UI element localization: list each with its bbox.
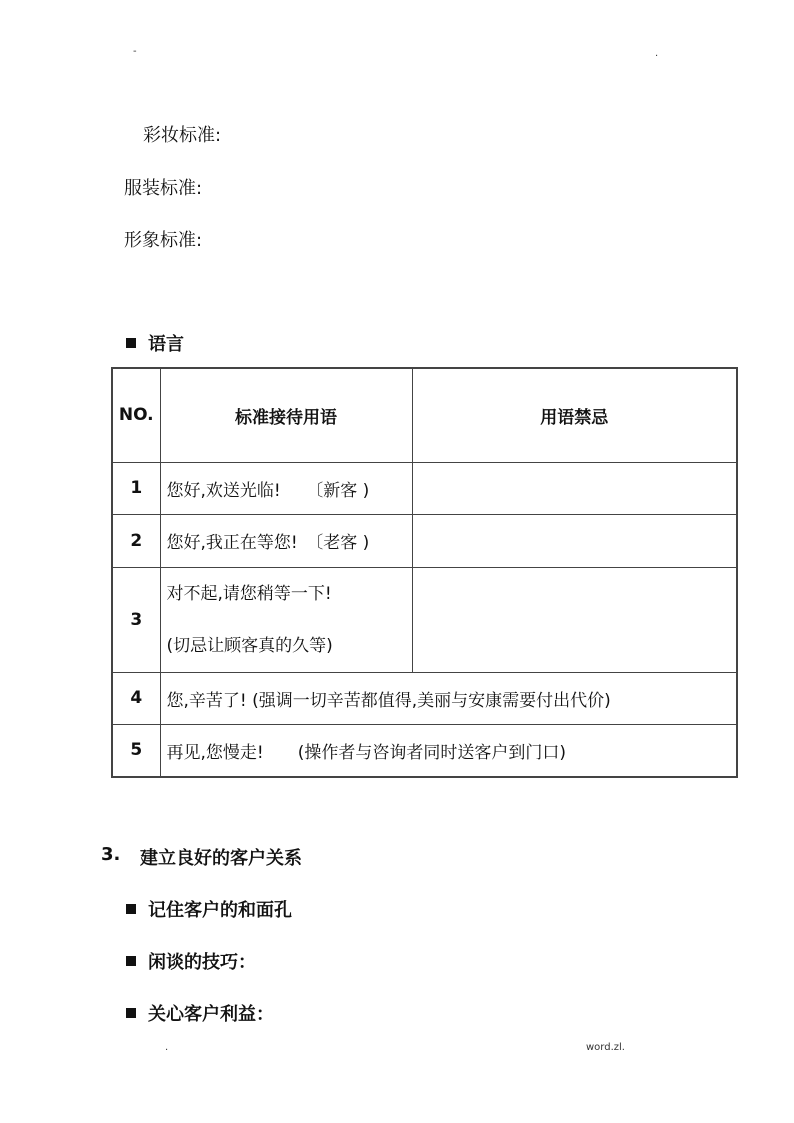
header-no-label: NO. (118, 405, 154, 426)
header-no-cell (112, 368, 160, 462)
header-left-mark: - (133, 46, 137, 57)
row-forbidden-cell (412, 462, 737, 514)
language-section-heading (126, 330, 184, 356)
section3-number: 3. (101, 844, 121, 865)
header-standard-label: 标准接待用语 (235, 407, 337, 428)
section3-bullet (126, 948, 256, 974)
clothing-standard-label: 服装标准: (124, 178, 203, 199)
footer-right-text: word.zl. (586, 1042, 625, 1053)
bullet-square-icon (126, 956, 136, 966)
table-header-row (112, 368, 737, 462)
table-row (112, 514, 737, 567)
row-standard-cell: 您好,我正在等您! 〔老客 ) (160, 514, 412, 567)
language-table (111, 367, 738, 778)
bullet-square-icon (126, 338, 136, 348)
table-row (112, 724, 737, 777)
header-forbidden-cell (412, 368, 737, 462)
section3-bullet (126, 1000, 274, 1026)
table-row (112, 567, 737, 672)
footer-left-mark: . (165, 1042, 169, 1053)
image-standard-label: 形象标准: (124, 230, 203, 251)
bullet-square-icon (126, 1008, 136, 1018)
bullet-text: 闲谈的技巧： (148, 952, 256, 973)
bullet-text: 记住客户的和面孔 (148, 900, 292, 921)
section3-title: 建立良好的客户关系 (140, 848, 302, 869)
header-right-mark: . (655, 48, 659, 59)
row-forbidden-cell (412, 567, 737, 672)
table-row (112, 672, 737, 724)
section3-bullet (126, 896, 292, 922)
row-no-cell: 5 (112, 724, 160, 777)
bullet-square-icon (126, 904, 136, 914)
row-no-cell: 4 (112, 672, 160, 724)
header-forbidden-label: 用语禁忌 (540, 407, 609, 428)
language-section-title: 语言 (148, 334, 184, 355)
row-standard-cell: 您好,欢送光临! 〔新客 ) (160, 462, 412, 514)
row-no-cell: 1 (112, 462, 160, 514)
row-no-cell: 2 (112, 514, 160, 567)
row-standard-line1: 对不起,请您稍等一下! (166, 583, 332, 604)
makeup-standard-label: 彩妆标准: (143, 125, 222, 146)
row-merged-cell: 再见,您慢走! (操作者与咨询者同时送客户到门口) (160, 724, 737, 777)
bullet-text: 关心客户利益： (148, 1004, 274, 1025)
row-merged-cell: 您,辛苦了! (强调一切辛苦都值得,美丽与安康需要付出代价) (160, 672, 737, 724)
header-standard-cell (160, 368, 412, 462)
row-forbidden-cell (412, 514, 737, 567)
row-no-cell: 3 (112, 567, 160, 672)
row-standard-line2: (切忌让顾客真的久等) (166, 635, 333, 656)
row-standard-cell (160, 567, 412, 672)
table-row (112, 462, 737, 514)
